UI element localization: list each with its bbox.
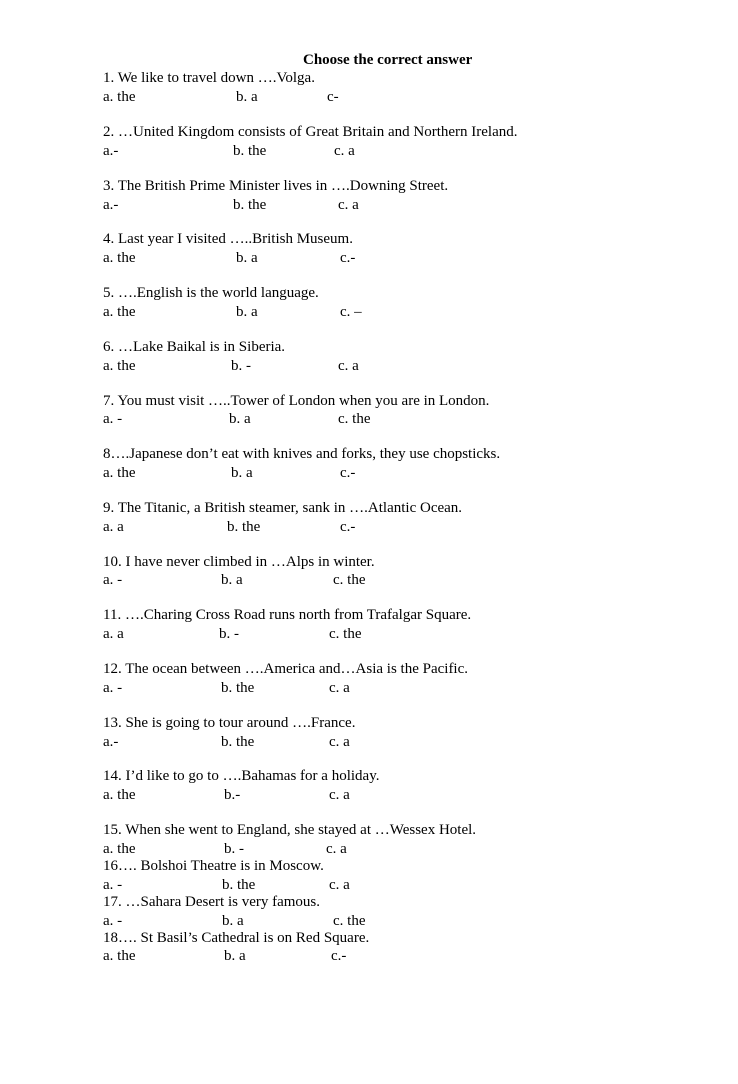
option-2a: a.- (103, 143, 119, 159)
option-11c: c. the (329, 626, 362, 642)
question-7: 7. You must visit …..Tower of London when you are in London. (103, 393, 490, 409)
question-13: 13. She is going to tour around ….France. (103, 715, 356, 731)
option-8b: b. a (231, 465, 253, 481)
option-12b: b. the (221, 680, 255, 696)
question-9: 9. The Titanic, a British steamer, sank in ….Atlantic Ocean. (103, 500, 463, 516)
option-15a: a. the (103, 841, 136, 857)
option-4b: b. a (236, 250, 258, 266)
question-1: 1. We like to travel down ….Volga. (103, 70, 315, 86)
question-4: 4. Last year I visited …..British Museum. (103, 231, 353, 247)
option-14c: c. a (329, 787, 350, 803)
option-8c: c.- (340, 465, 356, 481)
option-13c: c. a (329, 734, 350, 750)
option-17c: c. the (333, 913, 366, 929)
option-10a: a. - (103, 572, 123, 588)
option-1b: b. a (236, 89, 258, 105)
option-16c: c. a (329, 877, 350, 893)
option-14a: a. the (103, 787, 136, 803)
option-7b: b. a (229, 411, 251, 427)
question-16: 16…. Bolshoi Theatre is in Moscow. (103, 858, 324, 874)
option-3c: c. a (338, 197, 359, 213)
question-10: 10. I have never climbed in …Alps in winter. (103, 554, 375, 570)
option-6c: c. a (338, 358, 359, 374)
option-10c: c. the (333, 572, 366, 588)
option-3a: a.- (103, 197, 119, 213)
option-2c: c. a (334, 143, 355, 159)
option-18b: b. a (224, 948, 246, 964)
question-18: 18…. St Basil’s Cathedral is on Red Square. (103, 930, 370, 946)
option-15c: c. a (326, 841, 347, 857)
option-9a: a. a (103, 519, 124, 535)
option-1c: c- (327, 89, 339, 105)
option-11a: a. a (103, 626, 124, 642)
option-7a: a. - (103, 411, 123, 427)
option-11b: b. - (219, 626, 239, 642)
question-12: 12. The ocean between ….America and…Asia is the Pacific. (103, 661, 469, 677)
question-17: 17. …Sahara Desert is very famous. (103, 894, 321, 910)
option-9c: c.- (340, 519, 356, 535)
question-2: 2. …United Kingdom consists of Great Britain and Northern Ireland. (103, 124, 518, 140)
option-17b: b. a (222, 913, 244, 929)
option-4c: c.- (340, 250, 356, 266)
option-16b: b. the (222, 877, 256, 893)
option-16a: a. - (103, 877, 123, 893)
option-12c: c. a (329, 680, 350, 696)
option-9b: b. the (227, 519, 261, 535)
option-3b: b. the (233, 197, 267, 213)
option-14b: b.- (224, 787, 241, 803)
option-5b: b. a (236, 304, 258, 320)
option-2b: b. the (233, 143, 267, 159)
option-18a: a. the (103, 948, 136, 964)
option-17a: a. - (103, 913, 123, 929)
question-5: 5. ….English is the world language. (103, 285, 319, 301)
option-6b: b. - (231, 358, 251, 374)
option-15b: b. - (224, 841, 244, 857)
question-8: 8….Japanese don’t eat with knives and forks, they use chopsticks. (103, 446, 501, 462)
option-5c: c. – (340, 304, 362, 320)
option-13b: b. the (221, 734, 255, 750)
option-1a: a. the (103, 89, 136, 105)
option-7c: c. the (338, 411, 371, 427)
option-13a: a.- (103, 734, 119, 750)
question-14: 14. I’d like to go to ….Bahamas for a holiday. (103, 768, 380, 784)
option-12a: a. - (103, 680, 123, 696)
question-15: 15. When she went to England, she stayed at …Wessex Hotel. (103, 822, 477, 838)
option-4a: a. the (103, 250, 136, 266)
option-10b: b. a (221, 572, 243, 588)
question-11: 11. ….Charing Cross Road runs north from Trafalgar Square. (103, 607, 472, 623)
option-8a: a. the (103, 465, 136, 481)
option-18c: c.- (331, 948, 347, 964)
question-6: 6. …Lake Baikal is in Siberia. (103, 339, 286, 355)
option-5a: a. the (103, 304, 136, 320)
worksheet-title: Choose the correct answer (303, 52, 473, 68)
question-3: 3. The British Prime Minister lives in ….Downing Street. (103, 178, 449, 194)
option-6a: a. the (103, 358, 136, 374)
